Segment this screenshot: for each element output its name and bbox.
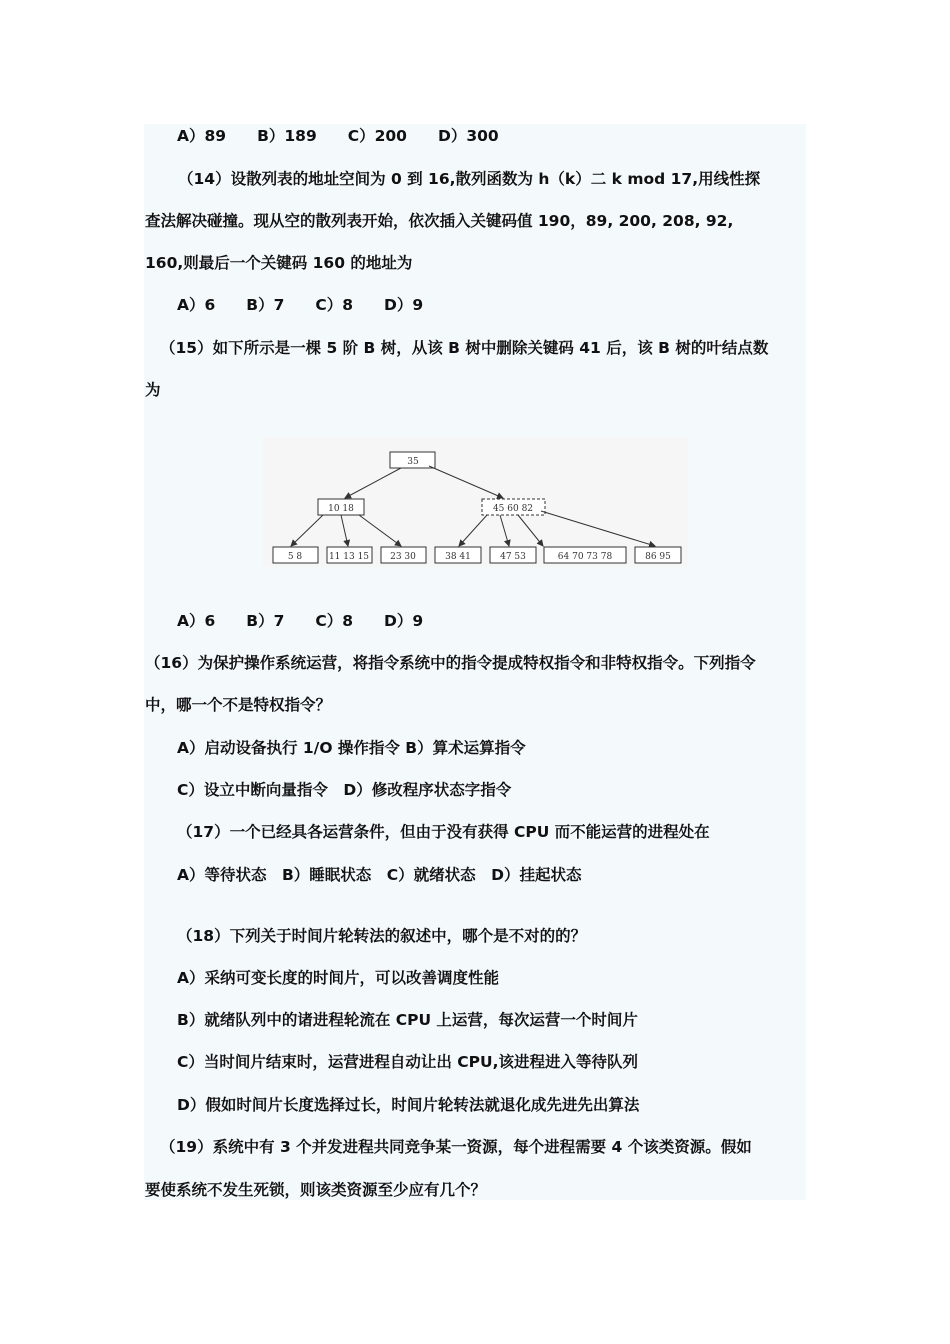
btree-internal-right-label: 45 60 82 (492, 504, 534, 514)
btree-diagram (263, 437, 688, 567)
q18-option-b: B）就绪队列中的诸进程轮流在 CPU 上运营，每次运营一个时间片 (177, 1011, 638, 1029)
q14-options: A）6 B）7 C）8 D）9 (177, 296, 424, 314)
q17-stem: （17）一个已经具各运营条件，但由于没有获得 CPU 而不能运营的进程处在 (177, 823, 710, 841)
btree-root-label: 35 (407, 457, 419, 467)
btree-leaf-4-label: 38 41 (445, 552, 471, 562)
edge-left-leaf-3 (359, 515, 401, 546)
edge-root-left (345, 468, 401, 498)
q14-stem-line-2: 查法解决碰撞。现从空的散列表开始，依次插入关键码值 190，89, 200, 208, 92, (145, 212, 734, 230)
q15-options: A）6 B）7 C）8 D）9 (177, 612, 424, 630)
btree-leaf-3-label: 23 30 (390, 552, 416, 562)
btree-leaf-5-label: 47 53 (500, 552, 526, 562)
edge-root-right (429, 466, 503, 498)
btree-internal-left-label: 10 18 (328, 504, 354, 514)
q16-options-cd: C）设立中断向量指令 D）修改程序状态字指令 (177, 781, 512, 799)
q19-stem-line-2: 要使系统不发生死锁，则该类资源至少应有几个？ (145, 1181, 487, 1199)
q15-stem-line-2: 为 (145, 381, 161, 399)
edge-right-leaf-7 (541, 511, 655, 546)
q15-stem-line-1: （15）如下所示是一棵 5 阶 B 树，从该 B 树中删除关键码 41 后，该 B 树的叶结点数 (160, 339, 769, 357)
q16-stem-line-1: （16）为保护操作系统运营，将指令系统中的指令提成特权指令和非特权指令。下列指令 (145, 654, 756, 672)
btree-figure (263, 437, 688, 567)
edge-left-leaf-2 (341, 515, 348, 546)
edge-left-leaf-1 (291, 515, 323, 546)
q19-stem-line-1: （19）系统中有 3 个并发进程共同竞争某一资源，每个进程需要 4 个该类资源。假如 (160, 1138, 752, 1156)
btree-leaf-6-label: 64 70 73 78 (557, 552, 613, 562)
q17-options: A）等待状态 B）睡眠状态 C）就绪状态 D）挂起状态 (177, 866, 582, 884)
q13-options: A）89 B）189 C）200 D）300 (177, 127, 499, 145)
q16-stem-line-2: 中，哪一个不是特权指令？ (145, 696, 332, 714)
q16-options-ab: A）启动设备执行 1/O 操作指令 B）算术运算指令 (177, 739, 526, 757)
q18-option-c: C）当时间片结束时，运营进程自动让出 CPU,该进程进入等待队列 (177, 1053, 638, 1071)
edge-right-leaf-6 (518, 515, 543, 546)
btree-leaf-7-label: 86 95 (645, 552, 671, 562)
q18-option-d: D）假如时间片长度选择过长，时间片轮转法就退化成先进先出算法 (177, 1096, 640, 1114)
q14-stem-line-3: 160,则最后一个关键码 160 的地址为 (145, 254, 413, 272)
edge-right-leaf-5 (500, 515, 509, 546)
q18-stem: （18）下列关于时间片轮转法的叙述中，哪个是不对的的？ (177, 927, 587, 945)
btree-leaf-1-label: 5 8 (287, 552, 303, 562)
q18-option-a: A）采纳可变长度的时间片，可以改善调度性能 (177, 969, 499, 987)
btree-leaf-2-label: 11 13 15 (328, 552, 370, 562)
q14-stem-line-1: （14）设散列表的地址空间为 0 到 16,散列函数为 h（k）二 k mod 17,用线性探 (178, 170, 761, 188)
edge-right-leaf-4 (459, 515, 487, 546)
